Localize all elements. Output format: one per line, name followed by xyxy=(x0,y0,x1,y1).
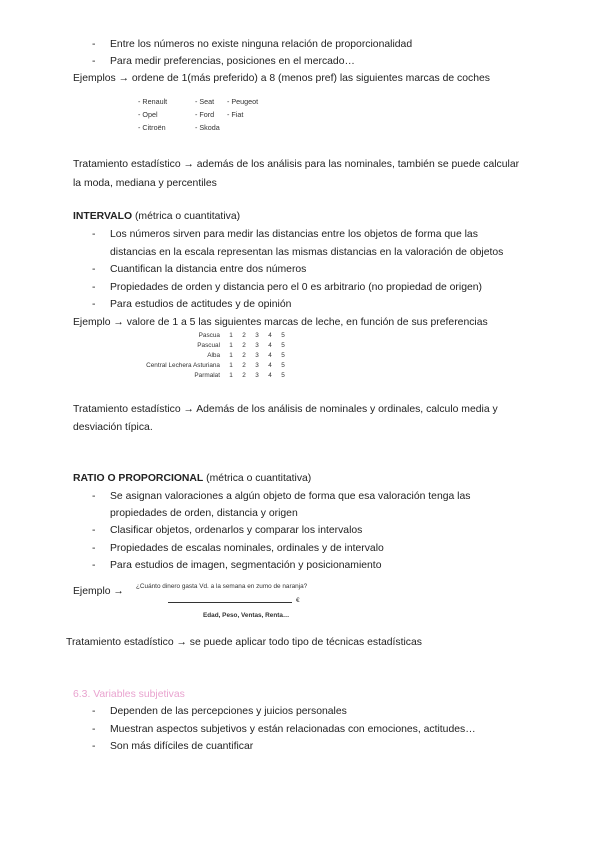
brand-item: - Fiat xyxy=(227,110,244,119)
bullet-text: Se asignan valoraciones a algún objeto de forma que esa valoración tenga las xyxy=(110,491,471,502)
rating-value: 3 xyxy=(255,372,259,379)
bullet-dash: - xyxy=(92,491,96,502)
rating-value: 5 xyxy=(281,342,285,349)
example-cars-line: Ejemplos → ordene de 1(más preferido) a 8 (menos pref) las siguientes marcas de coches xyxy=(73,73,490,84)
bullet-dash: - xyxy=(92,724,96,735)
treatment-interval-line2: desviación típica. xyxy=(73,422,153,433)
bullet-dash: - xyxy=(92,560,96,571)
bullet-dash: - xyxy=(92,56,96,67)
treatment-ordinal-line2: la moda, mediana y percentiles xyxy=(73,178,217,189)
row-label: Pascua xyxy=(198,332,220,339)
rating-value: 3 xyxy=(255,362,259,369)
rating-value: 5 xyxy=(281,352,285,359)
example-ratio-label: Ejemplo → xyxy=(73,586,124,597)
rating-value: 1 xyxy=(229,352,233,359)
rating-value: 5 xyxy=(281,362,285,369)
bullet-dash: - xyxy=(92,525,96,536)
bullet-text: Para estudios de imagen, segmentación y posicionamiento xyxy=(110,560,382,571)
rating-value: 4 xyxy=(268,332,272,339)
brand-item: - Citroën xyxy=(138,123,166,132)
bullet-dash: - xyxy=(92,282,96,293)
rating-value: 1 xyxy=(229,362,233,369)
rating-value: 3 xyxy=(255,332,259,339)
rating-value: 1 xyxy=(229,372,233,379)
row-label: Alba xyxy=(207,352,220,359)
bullet-dash: - xyxy=(92,543,96,554)
bullet-dash: - xyxy=(92,706,96,717)
bullet-text: Clasificar objetos, ordenarlos y comparar los intervalos xyxy=(110,525,363,536)
rating-value: 5 xyxy=(281,332,285,339)
table-row xyxy=(100,372,220,380)
section-title-ratio xyxy=(73,472,311,485)
bullet-dash: - xyxy=(92,264,96,275)
bullet-text: Para estudios de actitudes y de opinión xyxy=(110,299,292,310)
bullet-text: Dependen de las percepciones y juicios personales xyxy=(110,706,347,717)
treatment-ordinal-line1: Tratamiento estadístico → además de los análisis para las nominales, también se puede calcular xyxy=(73,159,520,170)
bullet-text: Los números sirven para medir las distancias entre los objetos de forma que las xyxy=(110,229,478,240)
brand-item: - Ford xyxy=(195,110,215,119)
rating-value: 3 xyxy=(255,342,259,349)
rating-value: 2 xyxy=(242,362,246,369)
bullet-dash: - xyxy=(92,229,96,240)
bullet-text-cont: distancias en la escala representan las mismas distancias en la valoración de objetos xyxy=(110,247,504,258)
interval-title: INTERVALO xyxy=(73,211,133,222)
rating-value: 3 xyxy=(255,352,259,359)
rating-value: 1 xyxy=(229,332,233,339)
bullet-text: Entre los números no existe ninguna relación de proporcionalidad xyxy=(110,39,413,50)
bullet-text: Propiedades de orden y distancia pero el 0 es arbitrario (no propiedad de origen) xyxy=(110,282,482,293)
rating-value: 4 xyxy=(268,362,272,369)
section-title-interval xyxy=(73,210,240,223)
bullet-text: Para medir preferencias, posiciones en el mercado… xyxy=(110,56,355,67)
row-label: Pascual xyxy=(197,342,220,349)
bullet-text: Son más difíciles de cuantificar xyxy=(110,741,254,752)
ratio-subtitle: (métrica o cuantitativa) xyxy=(203,473,312,484)
rating-value: 4 xyxy=(268,352,272,359)
brand-item: - Seat xyxy=(195,97,215,106)
rating-value: 2 xyxy=(242,372,246,379)
brand-item: - Opel xyxy=(138,110,158,119)
row-label: Parmalat xyxy=(194,372,220,379)
brand-item: - Peugeot xyxy=(227,97,259,106)
brand-item: - Renault xyxy=(138,97,168,106)
rating-value: 1 xyxy=(229,342,233,349)
bullet-text: Muestran aspectos subjetivos y están relacionadas con emociones, actitudes… xyxy=(110,724,476,735)
table-row xyxy=(100,342,220,350)
table-row xyxy=(100,362,220,370)
rating-value: 4 xyxy=(268,372,272,379)
rating-value: 2 xyxy=(242,332,246,339)
bullet-text: Propiedades de escalas nominales, ordinales y de intervalo xyxy=(110,543,384,554)
answer-underline xyxy=(168,602,292,603)
bullet-dash: - xyxy=(92,299,96,310)
bullet-text: Cuantifican la distancia entre dos números xyxy=(110,264,307,275)
bullet-dash: - xyxy=(92,39,96,50)
example-milk-line: Ejemplo → valore de 1 a 5 las siguientes marcas de leche, en función de sus preferencias xyxy=(73,317,488,328)
milk-rating-table xyxy=(100,332,300,384)
brand-item: - Skoda xyxy=(195,123,220,132)
treatment-interval-line1: Tratamiento estadístico → Además de los análisis de nominales y ordinales, calculo media y xyxy=(73,404,498,415)
interval-subtitle: (métrica o cuantitativa) xyxy=(132,211,241,222)
rating-value: 4 xyxy=(268,342,272,349)
rating-value: 5 xyxy=(281,372,285,379)
currency-symbol: € xyxy=(296,597,300,604)
section-heading-subjective: 6.3. Variables subjetivas xyxy=(73,689,185,700)
ratio-question: ¿Cuánto dinero gasta Vd. a la semana en zumo de naranja? xyxy=(136,583,308,590)
ratio-title: RATIO O PROPORCIONAL xyxy=(73,473,204,484)
table-row xyxy=(100,332,220,340)
rating-value: 2 xyxy=(242,342,246,349)
bullet-dash: - xyxy=(92,741,96,752)
row-label: Central Lechera Asturiana xyxy=(146,362,220,369)
bullet-text-cont: propiedades de orden, distancia y origen xyxy=(110,508,298,519)
ratio-answer-hint: Edad, Peso, Ventas, Renta… xyxy=(203,612,290,619)
treatment-ratio: Tratamiento estadístico → se puede aplicar todo tipo de técnicas estadísticas xyxy=(66,637,422,648)
rating-value: 2 xyxy=(242,352,246,359)
table-row xyxy=(100,352,220,360)
